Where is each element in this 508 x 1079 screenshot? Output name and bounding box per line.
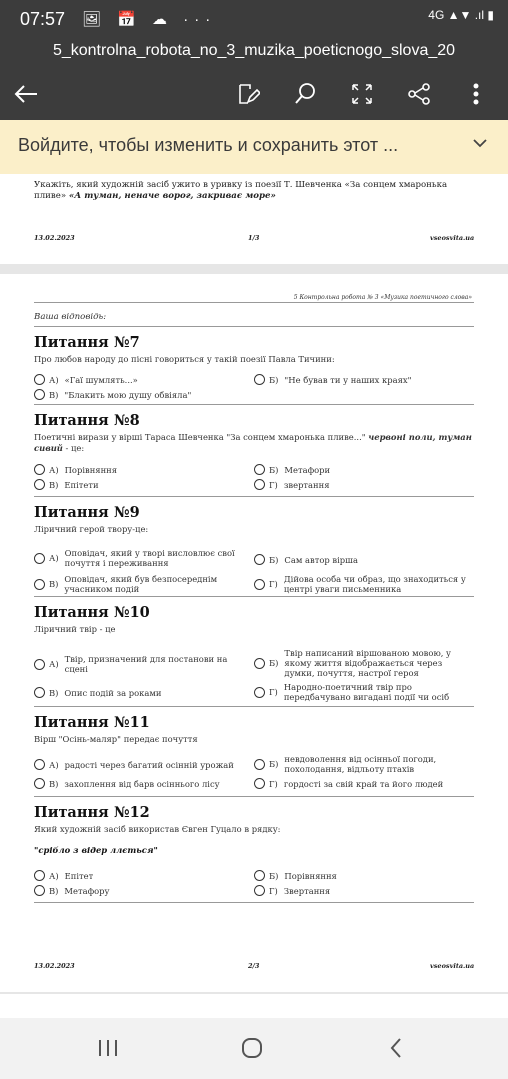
question-text: Який художній засіб використав Євген Гуцало в рядку: xyxy=(34,824,281,834)
option-text: Твір написаний віршованою мовою, у якому життя відображається через думки, почуття, настрої героя xyxy=(284,648,451,678)
q11-option-a[interactable] xyxy=(34,759,250,770)
q7-option-c[interactable] xyxy=(34,389,244,400)
q10-option-c[interactable] xyxy=(34,687,244,698)
option-text: Сам автор вірша xyxy=(284,554,358,565)
question-title: Питання №7 xyxy=(34,334,140,351)
chevron-down-icon[interactable] xyxy=(472,136,488,154)
option-text: гордості за свій край та його людей xyxy=(283,778,444,789)
page1-text-plain: Укажіть, який художній засіб ужито в уривку із поезії Т. Шевченка «За сонцем хмаронька пливе» xyxy=(34,180,448,201)
option-letter: Б) xyxy=(269,759,279,769)
page2-header: 5 Контрольна робота № 3 «Музика поетичного слова» xyxy=(293,294,472,301)
option-letter: Г) xyxy=(269,885,278,896)
radio-button[interactable] xyxy=(34,687,45,698)
q12-option-d[interactable] xyxy=(254,885,474,896)
q10-option-d[interactable] xyxy=(254,682,474,702)
option-letter: Б) xyxy=(269,374,279,385)
question-text-plain: Поетичні вирази у вірші Тараса Шевченка "За сонцем хмаронька пливе..." xyxy=(34,432,369,442)
radio-button[interactable] xyxy=(34,479,45,490)
radio-button[interactable] xyxy=(34,885,45,896)
question-text: Вірш "Осінь-маляр" передає почуття xyxy=(34,734,198,744)
option-text: «Гаї шумлять...» xyxy=(64,374,138,385)
radio-button[interactable] xyxy=(34,374,45,385)
question-text: Ліричний твір - це xyxy=(34,624,116,634)
question-10 xyxy=(34,604,474,635)
option-letter: В) xyxy=(49,579,59,589)
option-text: захоплення від барв осіннього лісу xyxy=(64,778,220,789)
option-letter: В) xyxy=(49,885,59,896)
q8-option-c[interactable] xyxy=(34,479,244,490)
question-divider xyxy=(34,902,474,903)
question-divider xyxy=(34,596,474,597)
sign-in-banner[interactable] xyxy=(0,120,508,174)
option-letter: Г) xyxy=(269,479,278,490)
option-letter: А) xyxy=(49,659,59,669)
question-text-after: - це: xyxy=(62,443,85,453)
more-vert-icon[interactable] xyxy=(460,78,492,110)
q12-option-a[interactable] xyxy=(34,870,244,881)
fullscreen-icon[interactable] xyxy=(346,78,378,110)
radio-button[interactable] xyxy=(254,554,265,565)
option-letter: А) xyxy=(49,374,59,385)
question-9 xyxy=(34,504,474,535)
radio-button[interactable] xyxy=(34,778,45,789)
radio-button[interactable] xyxy=(254,658,265,669)
radio-button[interactable] xyxy=(254,885,265,896)
home-icon[interactable] xyxy=(236,1032,268,1064)
q8-option-d[interactable] xyxy=(254,479,474,490)
answer-label: Ваша відповідь: xyxy=(34,312,107,322)
option-text: звертання xyxy=(283,479,330,490)
radio-button[interactable] xyxy=(254,479,265,490)
option-text: Звертання xyxy=(283,885,331,896)
option-text: Опис подій за роками xyxy=(64,687,162,698)
q9-option-b[interactable] xyxy=(254,554,474,565)
option-letter: А) xyxy=(49,759,59,770)
edit-icon[interactable] xyxy=(232,78,264,110)
radio-button[interactable] xyxy=(254,687,265,698)
page1-footer-page: 1/3 xyxy=(248,234,260,242)
nav-back-icon[interactable] xyxy=(380,1032,412,1064)
option-text: Оповідач, який був безпосереднім учасником подій xyxy=(64,574,218,594)
question-divider xyxy=(34,796,474,797)
question-divider xyxy=(34,706,474,707)
option-text: Порівняння xyxy=(284,870,337,881)
option-text: Оповідач, який у творі висловлює свої почуття і переживання xyxy=(64,548,235,568)
radio-button[interactable] xyxy=(254,579,265,590)
option-text: Порівняння xyxy=(64,464,118,475)
q12-option-b[interactable] xyxy=(254,870,474,881)
option-text: невдоволення від осінньої погоди, похолодання, відльоту птахів xyxy=(284,754,437,774)
option-letter: А) xyxy=(49,870,59,881)
page1-text-italic: «А туман, неначе ворог, закриває море» xyxy=(68,191,276,201)
option-letter: В) xyxy=(49,479,59,490)
radio-button[interactable] xyxy=(254,870,265,881)
option-letter: В) xyxy=(49,389,59,400)
q8-option-a[interactable] xyxy=(34,464,244,475)
option-letter: Б) xyxy=(269,554,279,565)
option-letter: Г) xyxy=(269,687,278,697)
question-divider xyxy=(34,404,474,405)
status-network-icons: 4G ▲▼ .ıl ▮ xyxy=(428,8,494,22)
question-text: Ліричний герой твору-це: xyxy=(34,524,149,534)
q11-option-d[interactable] xyxy=(254,778,474,789)
option-text: Народно-поетичний твір про передбачувано вигадані події чи осіб xyxy=(283,682,450,702)
page-2 xyxy=(0,274,508,992)
question-title: Питання №9 xyxy=(34,504,140,521)
question-quote: "срібло з відер ллється" xyxy=(34,845,158,855)
question-text xyxy=(34,432,474,454)
back-arrow-icon[interactable] xyxy=(10,78,42,110)
radio-button[interactable] xyxy=(34,659,45,670)
radio-button[interactable] xyxy=(254,778,265,789)
page2-footer-page: 2/3 xyxy=(248,962,260,970)
document-title: 5_kontrolna_robota_no_3_muzika_poeticnogo_slova_20 xyxy=(0,38,508,68)
option-text: Епітет xyxy=(64,870,94,881)
q9-option-a[interactable] xyxy=(34,548,244,568)
option-text: Твір, призначений для постанови на сцені xyxy=(64,654,228,674)
q11-option-b[interactable] xyxy=(254,754,474,774)
question-title: Питання №8 xyxy=(34,412,140,429)
option-text: Дійова особа чи образ, що знаходиться у центрі уваги письменника xyxy=(283,574,466,594)
banner-text: Войдите, чтобы изменить и сохранить этот ... xyxy=(18,135,399,155)
page1-footer-site: vseosvita.ua xyxy=(430,234,475,242)
header-divider xyxy=(34,302,474,303)
option-letter: Б) xyxy=(269,658,279,668)
page2-footer-date: 13.02.2023 xyxy=(34,962,75,970)
recents-icon[interactable] xyxy=(92,1032,124,1064)
q7-option-a[interactable] xyxy=(34,374,244,385)
option-text: Епітети xyxy=(64,479,99,490)
radio-button[interactable] xyxy=(34,464,45,475)
question-12 xyxy=(34,804,474,856)
option-text: Метафори xyxy=(284,464,331,475)
radio-button[interactable] xyxy=(254,464,265,475)
radio-button[interactable] xyxy=(254,374,265,385)
question-divider xyxy=(34,496,474,497)
page1-text xyxy=(34,180,474,202)
option-letter: Г) xyxy=(269,778,278,789)
search-icon[interactable] xyxy=(289,78,321,110)
page1-footer-date: 13.02.2023 xyxy=(34,234,75,242)
option-letter: А) xyxy=(49,553,59,563)
radio-button[interactable] xyxy=(34,579,45,590)
answer-divider xyxy=(34,326,474,327)
status-notification-icons: 🖼 📅 ☁ ··· xyxy=(82,11,217,28)
status-bar xyxy=(0,0,508,38)
share-icon[interactable] xyxy=(403,78,435,110)
question-7 xyxy=(34,334,474,365)
question-text-bold: червоні поли, туман сивий xyxy=(34,432,472,453)
system-nav-bar xyxy=(0,1018,508,1079)
page-1 xyxy=(0,174,508,264)
question-8 xyxy=(34,412,474,454)
toolbar xyxy=(0,68,508,120)
q10-option-a[interactable] xyxy=(34,654,244,674)
radio-button[interactable] xyxy=(34,759,45,770)
q10-option-b[interactable] xyxy=(254,648,474,678)
option-letter: Г) xyxy=(269,579,278,589)
q12-option-c[interactable] xyxy=(34,885,244,896)
question-title: Питання №11 xyxy=(34,714,150,731)
radio-button[interactable] xyxy=(34,553,45,564)
q9-option-c[interactable] xyxy=(34,574,244,594)
option-text: "Блакить мою душу обвіяла" xyxy=(64,389,192,400)
status-time: 07:57 xyxy=(20,9,66,29)
option-letter: А) xyxy=(49,464,59,475)
question-11 xyxy=(34,714,474,745)
q11-option-c[interactable] xyxy=(34,778,250,789)
option-text: Метафору xyxy=(64,885,110,896)
option-letter: Б) xyxy=(269,464,279,475)
question-text: Про любов народу до пісні говориться у такій поезії Павла Тичини: xyxy=(34,354,335,364)
option-letter: В) xyxy=(49,778,59,789)
q8-option-b[interactable] xyxy=(254,464,474,475)
question-title: Питання №10 xyxy=(34,604,150,621)
option-text: радості через багатий осінній урожай xyxy=(64,759,234,770)
question-title: Питання №12 xyxy=(34,804,150,821)
radio-button[interactable] xyxy=(34,389,45,400)
q7-option-b[interactable] xyxy=(254,374,474,385)
radio-button[interactable] xyxy=(254,759,265,770)
document-viewer[interactable] xyxy=(0,174,508,994)
radio-button[interactable] xyxy=(34,870,45,881)
option-letter: Б) xyxy=(269,870,279,881)
option-text: "Не бував ти у наших краях" xyxy=(284,374,412,385)
page2-footer-site: vseosvita.ua xyxy=(430,962,475,970)
q9-option-d[interactable] xyxy=(254,574,474,594)
option-letter: В) xyxy=(49,687,59,698)
